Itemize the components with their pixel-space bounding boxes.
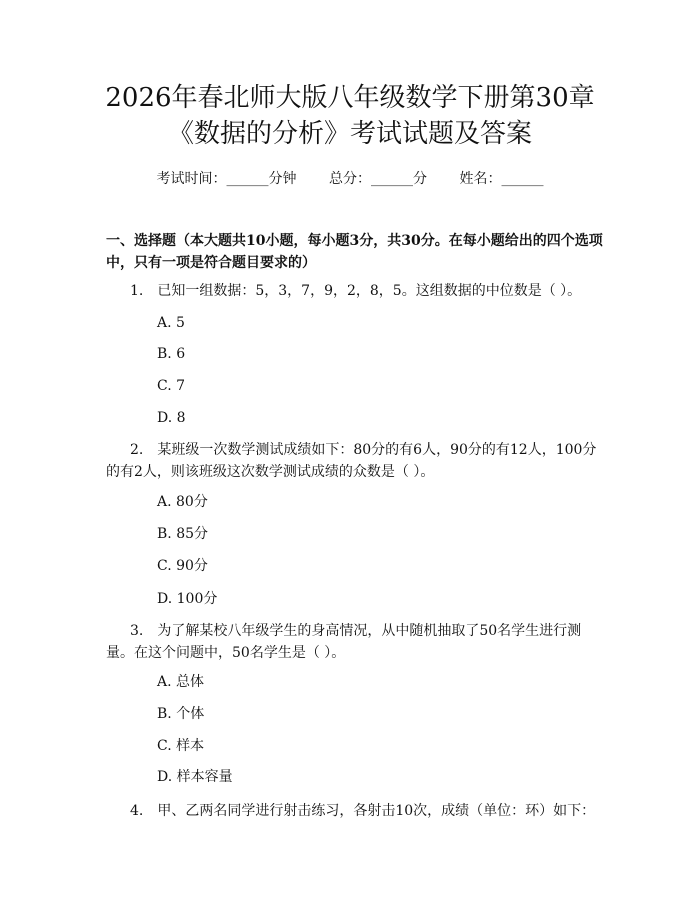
q1-option-b: B. 6 bbox=[157, 346, 186, 362]
q2-option-d: D. 100分 bbox=[157, 591, 218, 607]
exam-score: 总分：______分 bbox=[329, 171, 427, 187]
q3-option-b: B. 个体 bbox=[157, 706, 205, 722]
question-2-stem: 2. 某班级一次数学测试成绩如下：80分的有6人，90分的有12人，100分的有2人，则该班级这次数学测试成绩的众数是（ ）。 bbox=[106, 442, 597, 480]
question-3-stem: 3. 为了解某校八年级学生的身高情况，从中随机抽取了50名学生进行测量。在这个问题中，50名学生是（ ）。 bbox=[106, 623, 582, 661]
q2-option-b: B. 85分 bbox=[157, 526, 209, 542]
q1-option-a: A. 5 bbox=[157, 315, 185, 331]
question-1-stem: 1. 已知一组数据：5，3，7，9，2，8，5。这组数据的中位数是（ ）。 bbox=[130, 283, 582, 299]
title-line-1: 2026年春北师大版八年级数学下册第30章 bbox=[105, 83, 595, 113]
exam-name: 姓名：______ bbox=[459, 171, 544, 187]
q3-option-d: D. 样本容量 bbox=[157, 769, 233, 785]
q2-option-c: C. 90分 bbox=[157, 558, 208, 574]
section-heading: 一、选择题（本大题共10小题，每小题3分，共30分。在每小题给出的四个选项中，只有一项是符合题目要求的） bbox=[106, 233, 603, 271]
q3-option-a: A. 总体 bbox=[157, 674, 205, 690]
question-4-stem: 4. 甲、乙两名同学进行射击练习，各射击10次，成绩（单位：环）如下： bbox=[130, 803, 596, 819]
title-line-2: 《数据的分析》考试试题及答案 bbox=[167, 119, 532, 149]
exam-meta bbox=[0, 168, 700, 188]
document-title bbox=[0, 80, 700, 152]
q3-option-c: C. 样本 bbox=[157, 738, 205, 754]
q1-option-d: D. 8 bbox=[157, 410, 186, 426]
q1-option-c: C. 7 bbox=[157, 378, 186, 394]
exam-time: 考试时间：______分钟 bbox=[156, 171, 297, 187]
q2-option-a: A. 80分 bbox=[157, 494, 208, 510]
